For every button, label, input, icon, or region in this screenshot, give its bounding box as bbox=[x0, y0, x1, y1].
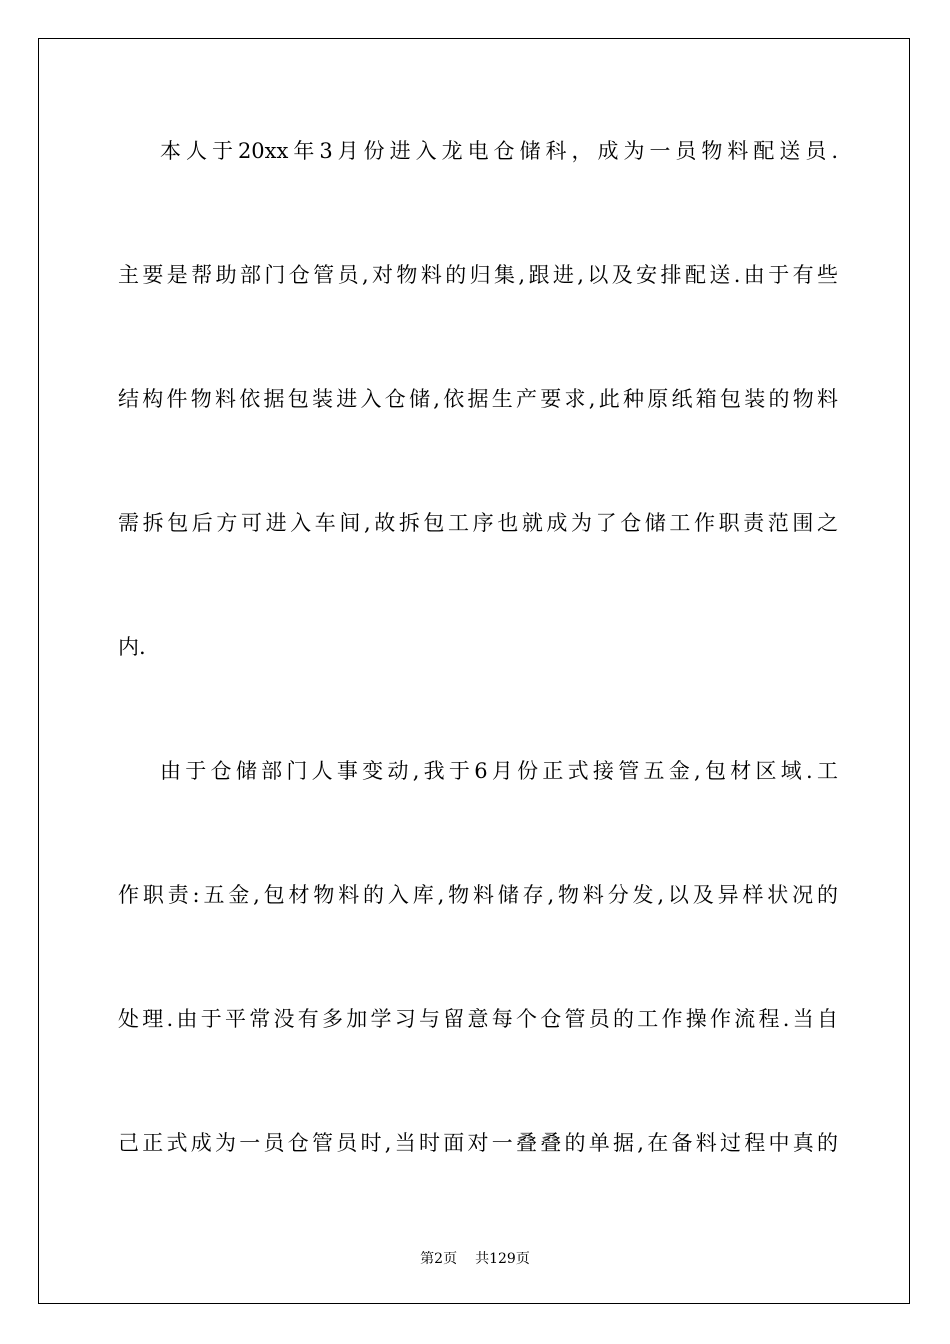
paragraph-2-line-1: 由于仓储部门人事变动,我于6月份正式接管五金,包材区域.工 bbox=[160, 759, 838, 783]
page-border bbox=[38, 38, 910, 1304]
paragraph-1-line-2: 主要是帮助部门仓管员,对物料的归集,跟进,以及安排配送.由于有些 bbox=[118, 263, 838, 287]
page-total: 共129页 bbox=[475, 1251, 530, 1267]
paragraph-2-line-3: 处理.由于平常没有多加学习与留意每个仓管员的工作操作流程.当自 bbox=[118, 1007, 838, 1031]
paragraph-1-line-1: 本人于20xx年3月份进入龙电仓储科，成为一员物料配送员. bbox=[160, 139, 838, 163]
paragraph-1-line-4: 需拆包后方可进入车间,故拆包工序也就成为了仓储工作职责范围之 bbox=[118, 511, 838, 535]
paragraph-1-line-5: 内. bbox=[118, 635, 146, 659]
paragraph-2-line-2: 作职责:五金,包材物料的入库,物料储存,物料分发,以及异样状况的 bbox=[118, 883, 838, 907]
page-footer bbox=[0, 1248, 950, 1268]
page-number: 第2页 bbox=[420, 1251, 458, 1267]
paragraph-1-line-3: 结构件物料依据包装进入仓储,依据生产要求,此种原纸箱包装的物料 bbox=[118, 387, 838, 411]
paragraph-2-line-4: 己正式成为一员仓管员时,当时面对一叠叠的单据,在备料过程中真的 bbox=[118, 1131, 838, 1155]
